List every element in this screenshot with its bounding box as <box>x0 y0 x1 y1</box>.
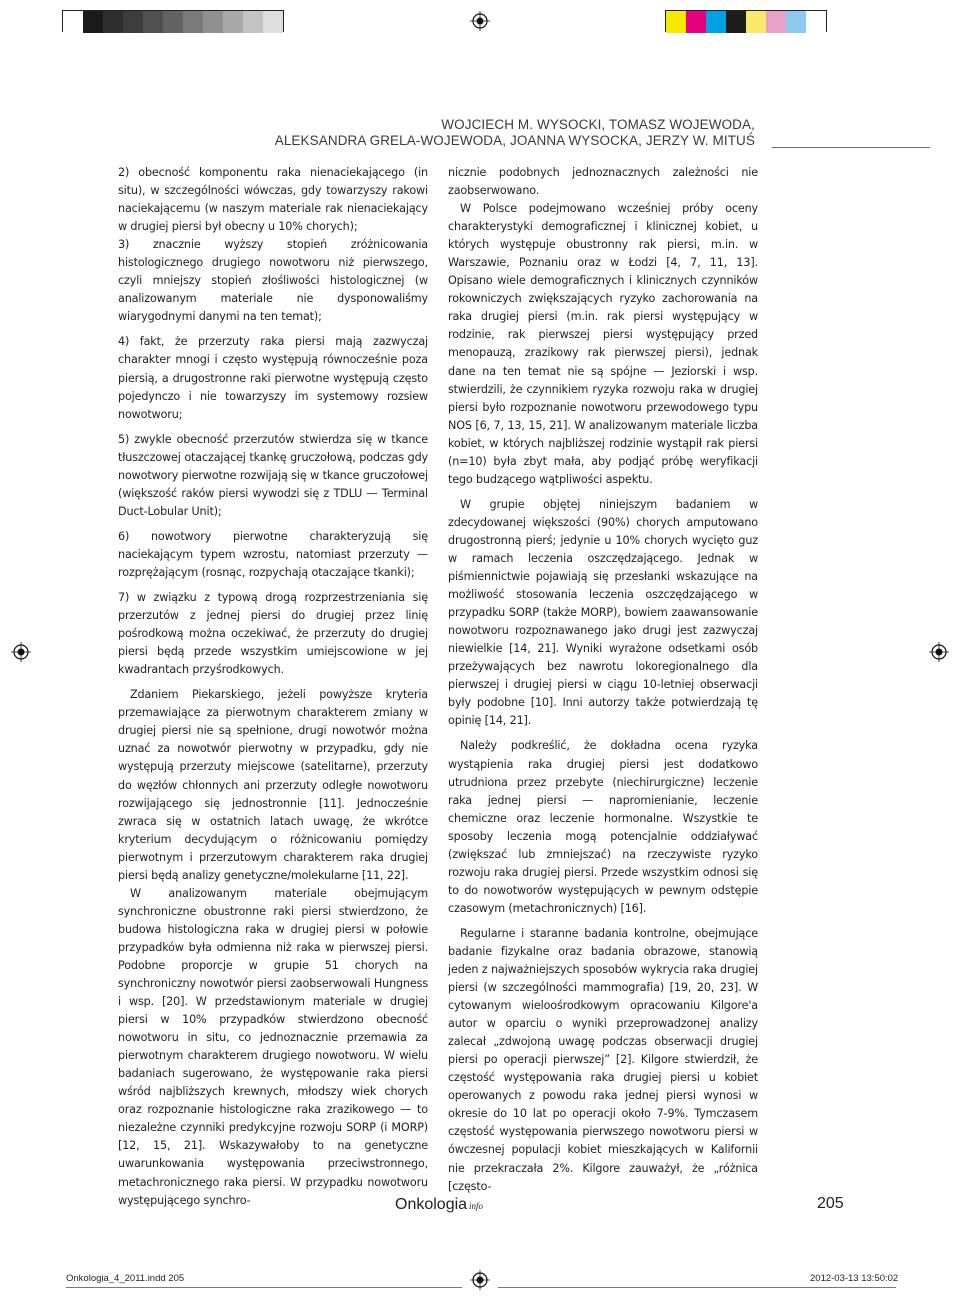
registration-mark-icon <box>11 642 31 662</box>
authors-line-1: WOJCIECH M. WYSOCKI, TOMASZ WOJEWODA, <box>441 117 755 132</box>
left-text-column <box>118 164 428 1210</box>
slug-timestamp: 2012-03-13 13:50:02 <box>810 1273 899 1284</box>
paragraph: Regularne i staranne badania kontrolne, obejmujące badanie fizykalne oraz badania obrazowe, stanowią jeden z najważniejszych sposobów wykrycia raka drugiej piersi (w szczególności mammografia) [19, 20, 23]. W cytowanym wieloośrodkowym opracowaniu Kilgore'a autor w oparciu o wyniki przeprowadzonej analizy zalecał „zdwojoną uwagę podczas obserwacji drugiej piersi po operacji pierwszej” [2]. Kilgore stwierdził, że częstość występowania raka drugiej piersi u kobiet operowanych z powodu raka jednej piersi wynosi w okresie do 10 lat po operacji około 7-9%. Tymczasem częstość występowania pierwszego nowotworu piersi w ówczesnej populacji kobiet mieszkających w Kalifornii nie przekraczała 2%. Kilgore zauważył, że „różnica [często- <box>448 926 758 1193</box>
color-swatch <box>263 11 283 33</box>
paragraph: Należy podkreślić, że dokładna ocena ryzyka wystąpienia raka drugiej piersi jest dodatkowo utrudniona przez przebyte (niechirurgiczne) leczenie raka jednej piersi — napromienianie, leczenie chemiczne oraz leczenie hormonalne. Wszystkie te sposoby leczenia mogą potencjalnie oddziaływać (zwiększać lub zmniejszać) na rzeczywiste ryzyko rozwoju raka drugiej piersi. Przede wszystkim odnosi się to do nowotworów występujących w pewnym odstępie czasowym (metachronicznych) [16]. <box>448 739 758 915</box>
slug-rule-left <box>66 1287 462 1288</box>
color-swatch <box>806 11 826 33</box>
color-swatch <box>706 11 726 33</box>
color-swatch <box>726 11 746 33</box>
paragraph: W analizowanym materiale obejmującym synchroniczne obustronne raki piersi stwierdzono, że budowa histologiczna raka w drugiej piersi w połowie przypadków była odmienna niż raka w pierwszej piersi. Podobne proporcje w grupie 51 chorych na synchroniczny nowotwór piersi zaobserwowali Hungness i wsp. [20]. W przedstawionym materiale w drugiej piersi w 10% przypadków stwierdzono obecność nowotworu in situ, co jednoznacznie przemawia za pierwotnym charakterem drugiego nowotworu. W wielu badaniach sugerowano, że występowanie raka piersi wśród najbliższych krewnych, młodszy wiek chorych oraz rozpoznanie histologiczne raka zrazikowego — to niezależne czynniki predykcyjne rozwoju SORP (i MORP) [12, 15, 21]. Wskazywałoby to na genetyczne uwarunkowania występowania przeciwstronnego, metachronicznego raka piersi. W przypadku nowotworu występującego synchro- <box>118 886 428 1207</box>
color-swatch <box>183 11 203 33</box>
color-swatch <box>786 11 806 33</box>
authors-line-2: ALEKSANDRA GRELA-WOJEWODA, JOANNA WYSOCKA, JERZY W. MITUŚ <box>274 133 755 148</box>
paragraph: 2) obecność komponentu raka nienaciekającego (in situ), w szczególności wówczas, gdy towarzyszy rakowi naciekającemu (w naszym materiale rak nienaciekający w drugiej piersi był obecny u 10% chorych); <box>118 166 428 234</box>
registration-mark-icon <box>470 1270 490 1290</box>
color-swatch <box>123 11 143 33</box>
paragraph: W grupie objętej niniejszym badaniem w zdecydowanej większości (90%) chorych amputowano drugostronną pierś; jedynie u 10% chorych wycięto guz w ramach leczenia oszczędzającego. Jednak w piśmiennictwie pojawiają się przesłanki wskazujące na możliwość stosowania leczenia oszczędzającego w przypadku SORP (także MORP), bowiem zaawansowanie nowotworu rozpoznawanego jako drugi jest zazwyczaj niewielkie [14, 21]. Wyniki wyrażone odsetkami osób przeżywających bez nawrotu lokoregionalnego dla pierwszej i drugiej piersi w ciągu 10-letniej obserwacji były podobne [10]. Inni autorzy także potwierdzają tę opinię [14, 21]. <box>448 497 758 728</box>
color-swatch <box>103 11 123 33</box>
color-swatch <box>686 11 706 33</box>
color-swatch <box>63 11 83 33</box>
journal-name: Onkologia <box>395 1196 468 1213</box>
right-text-column <box>448 164 758 1196</box>
registration-mark-icon <box>470 11 490 31</box>
grayscale-registration-bar <box>62 10 284 32</box>
color-swatch <box>766 11 786 33</box>
color-swatch <box>666 11 686 33</box>
paragraph: 5) zwykle obecność przerzutów stwierdza się w tkance tłuszczowej otaczającej tkankę gruczołową, podczas gdy nowotwory pierwotne rozwijają się w tkance gruczołowej (większość raków piersi wywodzi się z TDLU — Terminal Duct-Lobular Unit); <box>118 432 428 518</box>
color-swatch <box>203 11 223 33</box>
color-swatch <box>143 11 163 33</box>
paragraph: 7) w związku z typową drogą rozprzestrzeniania się przerzutów z jednej piersi do drugiej przez linię pośrodkową można oczekiwać, że przerzuty do drugiej piersi będą przede wszystkim umiejscowione w jej kwadrantach przyśrodkowych. <box>118 591 428 677</box>
paragraph: 6) nowotwory pierwotne charakteryzują się naciekającym typem wzrostu, natomiast przerzuty — rozprężającym (rosnąc, rozpychają otaczające tkanki); <box>118 529 428 579</box>
paragraph: 3) znacznie wyższy stopień zróżnicowania histologicznego drugiego nowotworu niż pierwszego, czyli mniejszy stopień złośliwości histologicznej (w analizowanym materiale nie dysponowaliśmy wiarygodnymi danymi na ten temat); <box>118 238 428 324</box>
color-swatch <box>243 11 263 33</box>
paragraph: W Polsce podejmowano wcześniej próby oceny charakterystyki demograficznej i klinicznej kobiet, u których występuje obustronny rak piersi, m.in. w Warszawie, Poznaniu oraz w Łodzi [4, 7, 11, 13]. Opisano wiele demograficznych i klinicznych czynników rokowniczych zwiększających ryzyko zachorowania na raka drugiej piersi (m.in. rak piersi występujący w rodzinie, rak pierwszej piersi występujący przed menopauzą, zrazikowy rak pierwszej piersi), jednak dane na ten temat nie są spójne — Jeziorski i wsp. stwierdzili, że czynnikiem ryzyka rozwoju raka w drugiej piersi było rozpoznanie nowotworu przewodowego typu NOS [6, 7, 13, 15, 21]. W analizowanym materiale liczba kobiet, w których najbliższej rodzinie wystąpił rak piersi (n=10) była zbyt mała, aby podjąć próbę weryfikacji tego budzącego wątpliwości aspektu. <box>448 202 758 486</box>
color-registration-bar <box>665 10 827 32</box>
page-number: 205 <box>817 1195 844 1212</box>
color-swatch <box>83 11 103 33</box>
paragraph: nicznie podobnych jednoznacznych zależności nie zaobserwowano. <box>448 166 758 198</box>
slug-file-name: Onkologia_4_2011.indd 205 <box>66 1273 185 1284</box>
color-swatch <box>746 11 766 33</box>
color-swatch <box>223 11 243 33</box>
registration-mark-icon <box>929 642 949 662</box>
header-rule <box>772 147 930 148</box>
paragraph: 4) fakt, że przerzuty raka piersi mają zazwyczaj charakter mnogi i często występują równocześnie poza piersią, a drugostronne raki pierwotne występują często pojedynczo i nie towarzyszy im systemowy rozsiew nowotworu; <box>118 335 428 421</box>
running-header-authors <box>275 117 755 149</box>
slug-rule-right <box>498 1287 896 1288</box>
journal-logo <box>395 1196 483 1214</box>
color-swatch <box>163 11 183 33</box>
paragraph: Zdaniem Piekarskiego, jeżeli powyższe kryteria przemawiające za pierwotnym charakterem zmiany w drugiej piersi nie są spełnione, drugi nowotwór można uznać za nowotwór pierwotny w przypadku, gdy nie występują przerzuty miejscowe (satelitarne), przerzuty do węzłów chłonnych ani przerzuty odległe nowotworu rozwijającego się jednostronnie [11]. Jednocześnie zwraca się w ostatnich latach uwagę, że wkrótce kryterium decydującym o różnicowaniu pomiędzy pierwotnym i przerzutowym charakterem raka drugiej piersi będą analizy genetyczne/molekularne [11, 22]. <box>118 688 428 882</box>
journal-subtitle: info <box>469 1201 484 1211</box>
